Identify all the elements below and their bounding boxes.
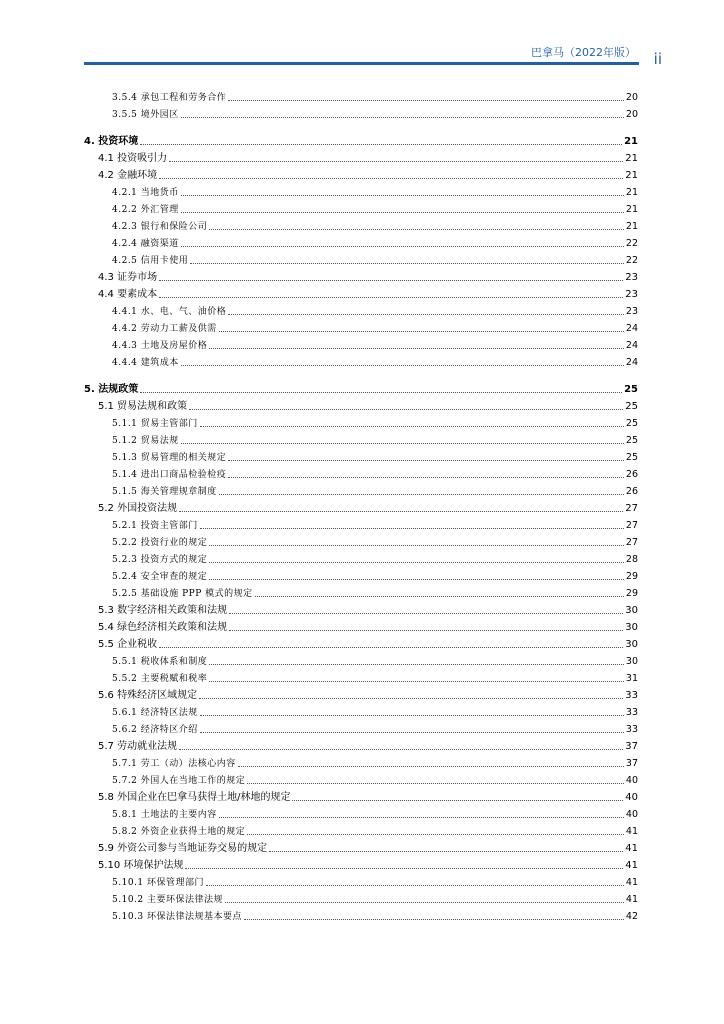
toc-entry-label: 5.6.2 经济特区介绍 [112,725,198,735]
toc-leader-dots [181,246,624,247]
toc-leader-dots [181,117,624,118]
toc-entry-label: 4. 投资环境 [84,136,139,147]
toc-leader-dots [228,460,624,461]
toc-entry-label: 5.1.4 进出口商品检验检疫 [112,470,227,480]
toc-entry[interactable] [84,216,638,233]
toc-leader-dots [200,715,624,716]
toc-entry-page: 25 [625,452,638,463]
toc-entry-page: 30 [625,622,638,633]
toc-entry-page: 24 [625,323,638,334]
toc-entry[interactable] [84,104,638,121]
toc-leader-dots [206,885,624,886]
toc-entry[interactable] [84,566,638,583]
toc-leader-dots [255,596,624,597]
toc-entry-page: 21 [625,170,638,181]
toc-entry-label: 5.2.2 投资行业的规定 [112,538,208,548]
toc-entry-label: 5.7 劳动就业法规 [98,741,178,752]
toc-entry-label: 5.8.1 土地法的主要内容 [112,810,217,820]
toc-entry-label: 5.10.3 环保法律法规基本要点 [112,912,242,922]
toc-entry-page: 33 [625,690,638,701]
toc-entry-label: 5.5 企业税收 [98,639,158,650]
toc-entry-label: 3.5.4 承包工程和劳务合作 [112,93,227,103]
toc-entry-label: 5.1.5 海关管理规章制度 [112,487,217,497]
toc-entry-page: 31 [625,673,638,684]
toc-entry[interactable] [84,906,638,923]
toc-leader-dots [292,800,623,801]
toc-entry-page: 23 [625,289,638,300]
page-number: ii [653,50,662,68]
toc-leader-dots [159,297,623,298]
toc-leader-dots [181,212,624,213]
toc-entry-page: 24 [625,357,638,368]
toc-entry[interactable] [84,838,638,855]
toc-entry[interactable] [84,872,638,889]
toc-entry-page: 21 [625,221,638,232]
toc-entry-label: 4.2.5 信用卡使用 [112,256,189,266]
toc-entry-page: 20 [625,109,638,120]
toc-entry-page: 25 [625,401,638,412]
toc-entry-label: 5.4 绿色经济相关政策和法规 [98,622,228,633]
toc-entry[interactable] [84,267,638,284]
toc-leader-dots [238,766,624,767]
toc-entry[interactable] [84,284,638,301]
toc-entry-label: 5.1.2 贸易法规 [112,436,179,446]
toc-entry[interactable] [84,532,638,549]
toc-leader-dots [228,100,624,101]
toc-entry[interactable] [84,148,638,165]
toc-entry[interactable] [84,379,638,396]
toc-entry-page: 24 [625,340,638,351]
toc-entry[interactable] [84,498,638,515]
toc-entry[interactable] [84,770,638,787]
toc-entry[interactable] [84,396,638,413]
toc-entry[interactable] [84,634,638,651]
toc-entry[interactable] [84,549,638,566]
toc-leader-dots [225,902,624,903]
toc-entry-page: 22 [625,238,638,249]
toc-leader-dots [209,681,624,682]
header-divider [84,62,639,65]
toc-entry-label: 5.1 贸易法规和政策 [98,401,188,412]
toc-entry[interactable] [84,821,638,838]
toc-entry-label: 5.1.1 贸易主管部门 [112,419,198,429]
toc-entry[interactable] [84,335,638,352]
toc-entry[interactable] [84,719,638,736]
toc-entry-label: 4.2.3 银行和保险公司 [112,222,208,232]
toc-entry-label: 4.2.1 当地货币 [112,188,179,198]
toc-entry-label: 5.2.5 基础设施 PPP 模式的规定 [112,589,253,599]
toc-leader-dots [200,426,624,427]
toc-entry[interactable] [84,430,638,447]
running-header-title: 巴拿马（2022年版） [531,46,636,59]
toc-entry-label: 5.8.2 外资企业获得土地的规定 [112,827,246,837]
toc-entry[interactable] [84,753,638,770]
toc-entry-label: 4.4.4 建筑成本 [112,358,179,368]
toc-leader-dots [247,783,624,784]
toc-entry[interactable] [84,600,638,617]
toc-leader-dots [229,613,623,614]
toc-entry-page: 21 [625,204,638,215]
toc-entry-page: 21 [625,153,638,164]
toc-leader-dots [219,331,624,332]
toc-leader-dots [181,365,624,366]
toc-entry-label: 5.6 特殊经济区域规定 [98,690,198,701]
toc-entry[interactable] [84,736,638,753]
toc-entry-page: 41 [625,826,638,837]
toc-entry-page: 29 [625,588,638,599]
toc-entry[interactable] [84,250,638,267]
toc-leader-dots [219,494,624,495]
toc-entry-page: 33 [625,707,638,718]
toc-entry-page: 41 [625,894,638,905]
toc-entry[interactable] [84,804,638,821]
toc-entry-page: 40 [625,775,638,786]
toc-leader-dots [209,562,624,563]
toc-entry[interactable] [84,855,638,872]
toc-leader-dots [159,647,623,648]
toc-leader-dots [228,314,624,315]
toc-entry[interactable] [84,787,638,804]
toc-entry-label: 5.2.4 安全审查的规定 [112,572,208,582]
toc-entry-label: 5.2 外国投资法规 [98,503,178,514]
toc-leader-dots [190,263,624,264]
toc-entry-label: 4.1 投资吸引力 [98,153,168,164]
toc-entry[interactable] [84,413,638,430]
toc-leader-dots [200,732,624,733]
toc-entry-page: 25 [625,435,638,446]
toc-entry[interactable] [84,131,638,148]
toc-entry[interactable] [84,301,638,318]
toc-leader-dots [185,868,623,869]
toc-leader-dots [229,630,623,631]
toc-leader-dots [247,834,624,835]
toc-entry-page: 41 [625,860,638,871]
toc-entry[interactable] [84,199,638,216]
toc-entry-page: 23 [625,272,638,283]
toc-entry[interactable] [84,87,638,104]
toc-entry[interactable] [84,583,638,600]
toc-leader-dots [209,229,624,230]
toc-entry-label: 4.4.2 劳动力工薪及供需 [112,324,217,334]
toc-entry[interactable] [84,515,638,532]
toc-entry-label: 5.2.1 投资主管部门 [112,521,198,531]
toc-entry-label: 5.1.3 贸易管理的相关规定 [112,453,227,463]
toc-leader-dots [179,511,623,512]
toc-entry-label: 5.5.1 税收体系和制度 [112,657,208,667]
toc-entry[interactable] [84,352,638,369]
toc-entry-page: 25 [625,418,638,429]
toc-entry-page: 26 [625,486,638,497]
toc-entry-label: 5.9 外资公司参与当地证券交易的规定 [98,843,268,854]
toc-entry-page: 40 [625,809,638,820]
toc-entry-label: 5.10.2 主要环保法律法规 [112,895,223,905]
toc-entry-label: 3.5.5 境外园区 [112,110,179,120]
toc-entry-page: 30 [625,656,638,667]
toc-entry-label: 5.7.2 外国人在当地工作的规定 [112,776,246,786]
toc-entry-page: 41 [625,843,638,854]
toc-entry-label: 5.6.1 经济特区法规 [112,708,198,718]
toc-leader-dots [189,409,623,410]
toc-entry-label: 4.3 证券市场 [98,272,158,283]
toc-entry-label: 5.8 外国企业在巴拿马获得土地/林地的规定 [98,792,291,803]
toc-entry[interactable] [84,617,638,634]
toc-entry-label: 5.2.3 投资方式的规定 [112,555,208,565]
toc-entry-page: 27 [625,503,638,514]
toc-entry-page: 40 [625,792,638,803]
toc-leader-dots [209,348,624,349]
toc-entry-page: 37 [625,741,638,752]
toc-entry[interactable] [84,481,638,498]
toc-entry[interactable] [84,318,638,335]
toc-entry-page: 26 [625,469,638,480]
toc-entry-label: 5.10 环境保护法规 [98,860,184,871]
toc-entry-page: 28 [625,554,638,565]
toc-entry-page: 29 [625,571,638,582]
toc-entry-page: 25 [624,384,638,395]
toc-leader-dots [269,851,623,852]
toc-entry[interactable] [84,447,638,464]
toc-leader-dots [228,477,624,478]
toc-entry-page: 42 [625,911,638,922]
toc-leader-dots [199,698,623,699]
toc-leader-dots [209,545,624,546]
toc-entry-label: 4.4 要素成本 [98,289,158,300]
toc-entry-label: 4.4.1 水、电、气、油价格 [112,307,227,317]
toc-entry-page: 21 [625,187,638,198]
toc-entry-label: 4.2 金融环境 [98,170,158,181]
toc-entry-label: 4.4.3 土地及房屋价格 [112,341,208,351]
toc-entry[interactable] [84,668,638,685]
toc-entry-page: 27 [625,537,638,548]
toc-leader-dots [181,195,624,196]
toc-entry[interactable] [84,165,638,182]
toc-entry-label: 5.10.1 环保管理部门 [112,878,204,888]
toc-entry-label: 5. 法规政策 [84,384,139,395]
toc-entry[interactable] [84,651,638,668]
toc-leader-dots [244,919,624,920]
toc-leader-dots [181,443,624,444]
toc-entry-page: 30 [625,639,638,650]
toc-entry-page: 23 [625,306,638,317]
toc-leader-dots [159,178,623,179]
toc-entry-label: 5.5.2 主要税赋和税率 [112,674,208,684]
table-of-contents [84,87,638,923]
toc-leader-dots [209,664,624,665]
toc-leader-dots [200,528,624,529]
toc-entry-page: 27 [625,520,638,531]
toc-entry-page: 37 [625,758,638,769]
toc-entry-page: 20 [625,92,638,103]
toc-leader-dots [159,280,623,281]
toc-leader-dots [179,749,623,750]
toc-leader-dots [140,144,622,145]
toc-leader-dots [219,817,624,818]
toc-entry-page: 30 [625,605,638,616]
toc-entry-label: 4.2.4 融资渠道 [112,239,179,249]
toc-leader-dots [209,579,624,580]
toc-entry[interactable] [84,685,638,702]
toc-entry-page: 41 [625,877,638,888]
toc-entry-page: 22 [625,255,638,266]
toc-entry-label: 4.2.2 外汇管理 [112,205,179,215]
toc-leader-dots [140,392,622,393]
toc-entry[interactable] [84,702,638,719]
toc-entry[interactable] [84,182,638,199]
toc-entry-label: 5.7.1 劳工（动）法核心内容 [112,759,236,769]
toc-entry-label: 5.3 数字经济相关政策和法规 [98,605,228,616]
toc-leader-dots [169,161,623,162]
toc-entry-page: 21 [624,136,638,147]
toc-entry-page: 33 [625,724,638,735]
toc-entry[interactable] [84,464,638,481]
toc-entry[interactable] [84,233,638,250]
toc-entry[interactable] [84,889,638,906]
